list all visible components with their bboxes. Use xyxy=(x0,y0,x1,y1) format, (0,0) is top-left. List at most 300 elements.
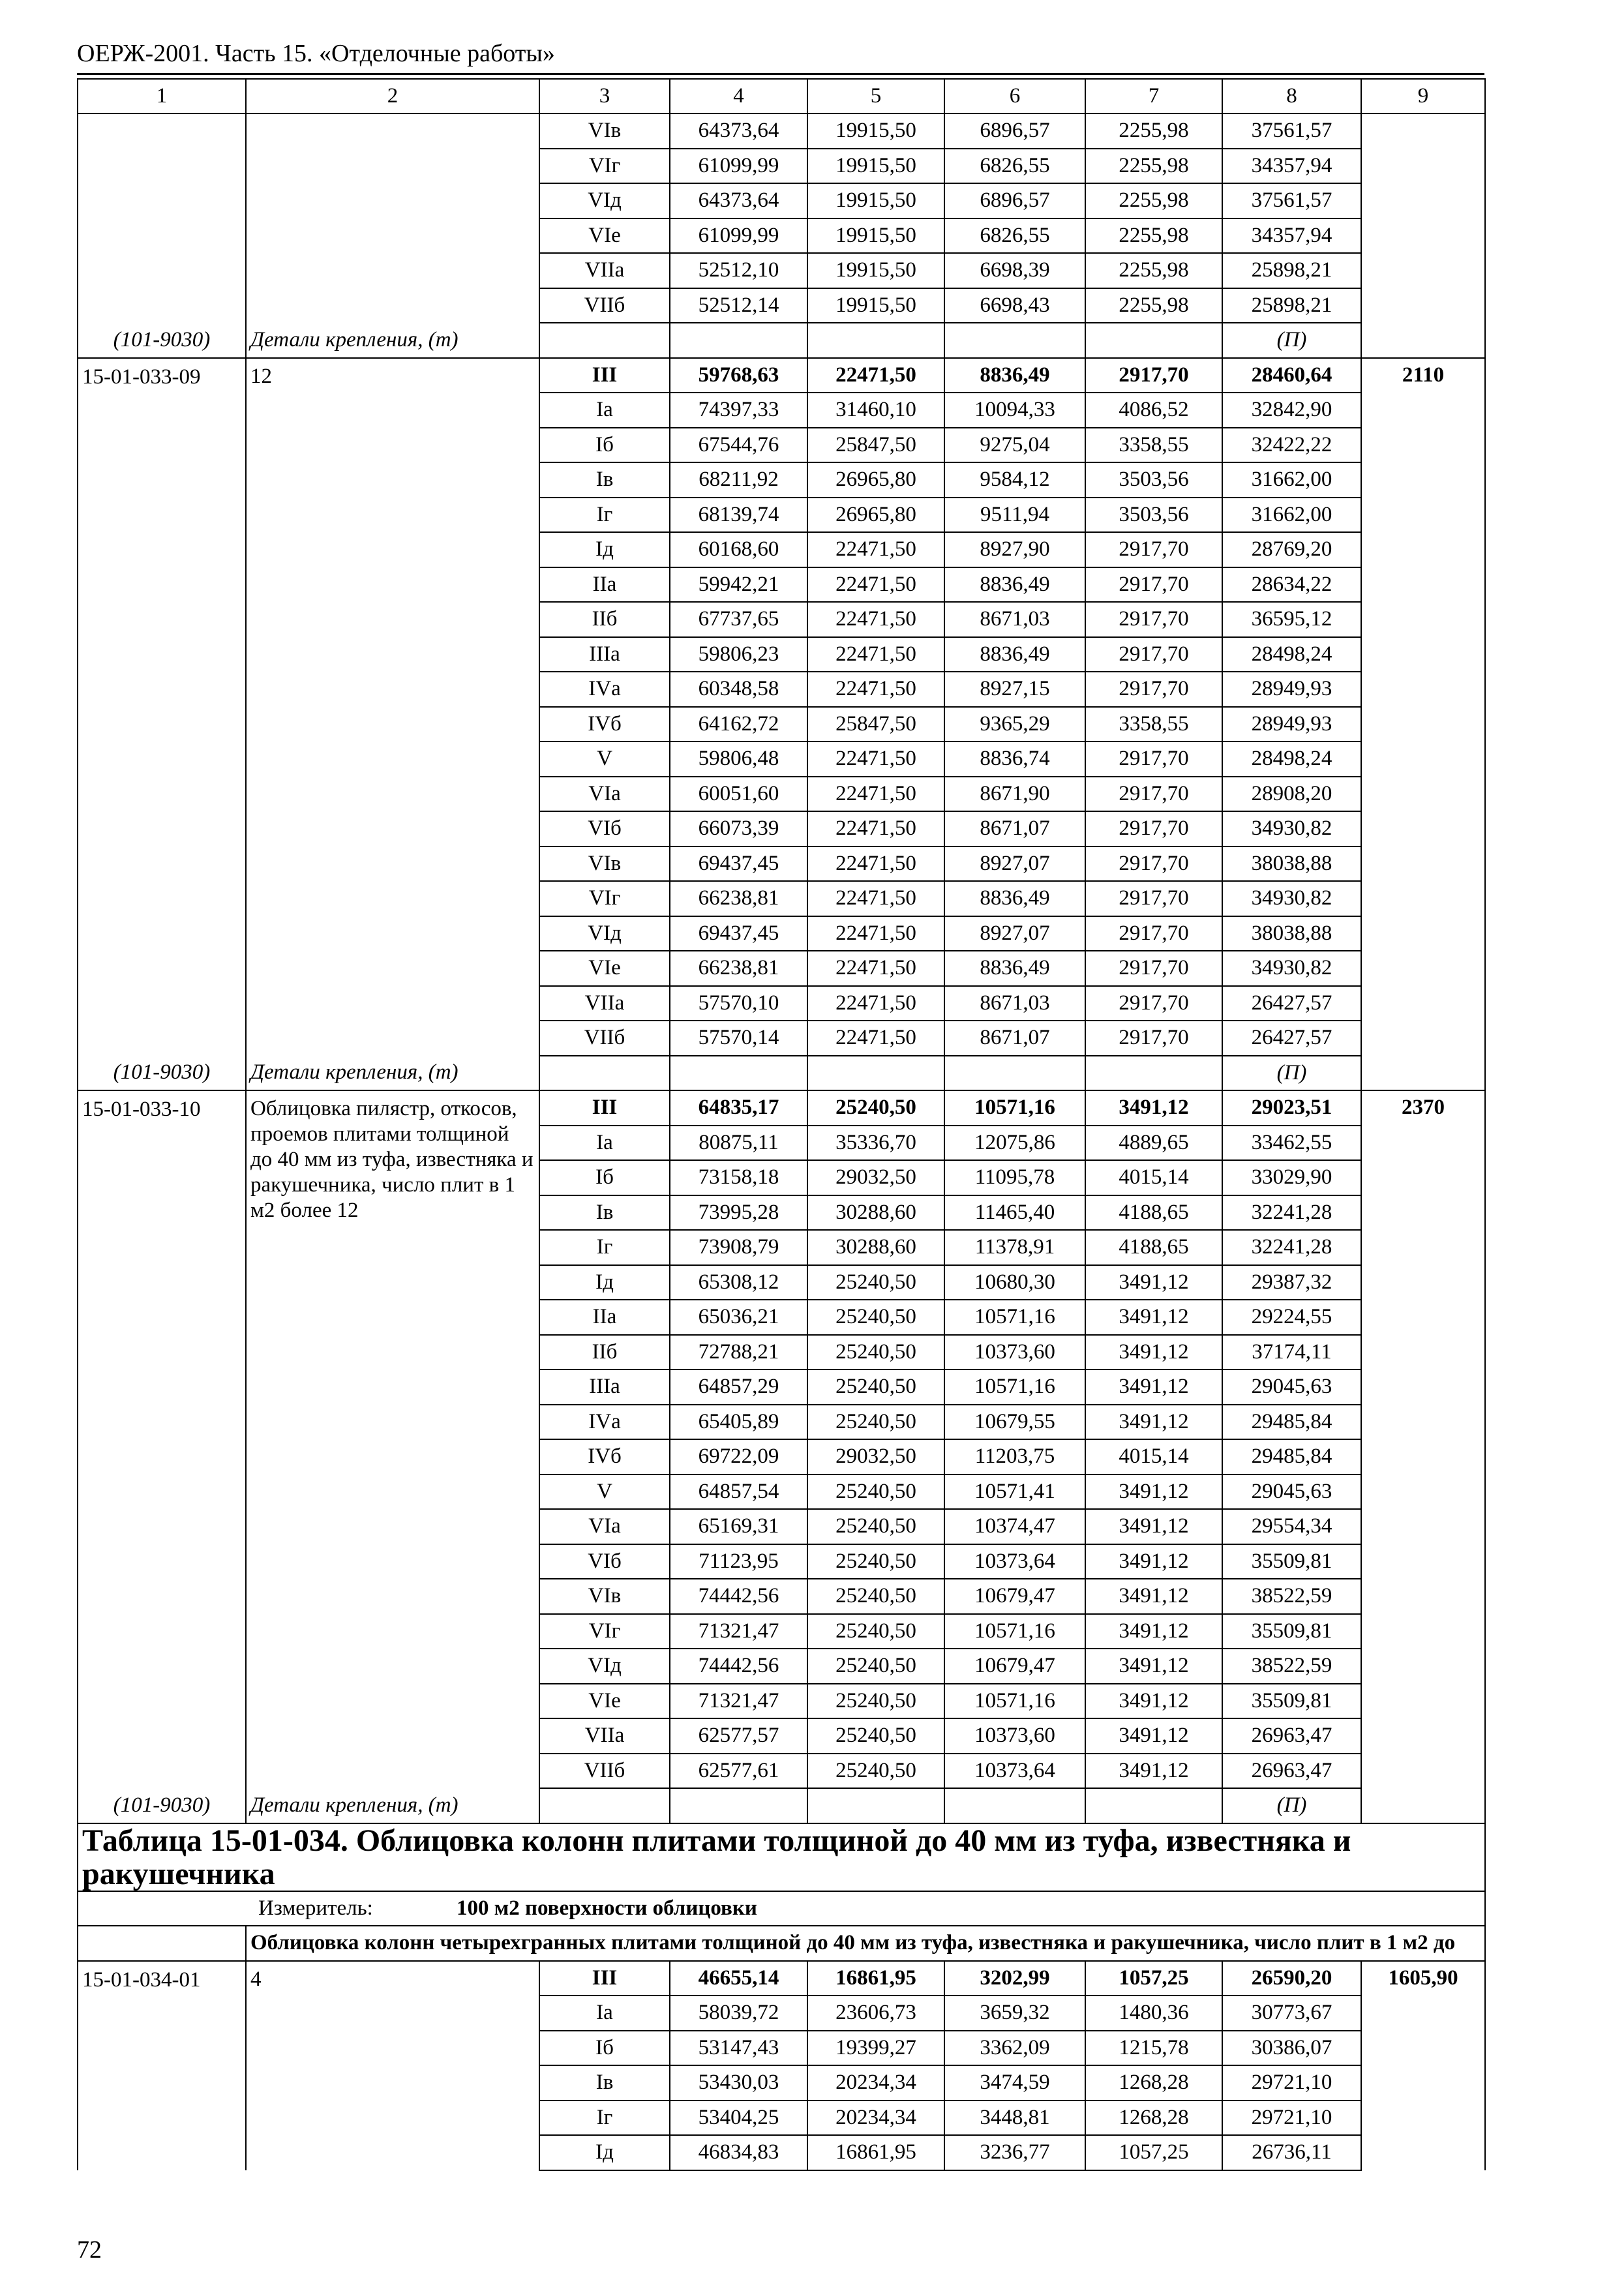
value-cell: 68211,92 xyxy=(670,462,807,498)
section-title-row xyxy=(78,1926,1485,1961)
value-cell: 65308,12 xyxy=(670,1265,807,1300)
value-cell: 28949,93 xyxy=(1222,672,1361,707)
region-cell: VIв xyxy=(539,113,670,149)
value-cell: 11378,91 xyxy=(944,1230,1085,1265)
value-cell: 8836,49 xyxy=(944,637,1085,672)
name-cell: 4 xyxy=(246,1961,539,2170)
region-cell: IVа xyxy=(539,1405,670,1440)
column-number-row xyxy=(78,79,1485,113)
value-cell: 25240,50 xyxy=(807,1335,944,1370)
region-cell: Iг xyxy=(539,2101,670,2136)
value-cell: 38038,88 xyxy=(1222,916,1361,951)
region-cell: VIг xyxy=(539,149,670,184)
value-cell: 38522,59 xyxy=(1222,1649,1361,1684)
value-cell: 35509,81 xyxy=(1222,1684,1361,1719)
value-cell: 26965,80 xyxy=(807,498,944,533)
value-cell: 59942,21 xyxy=(670,567,807,603)
col9-cell xyxy=(1361,113,1485,323)
value-cell: 22471,50 xyxy=(807,637,944,672)
value-cell: 66238,81 xyxy=(670,951,807,986)
value-cell: 73908,79 xyxy=(670,1230,807,1265)
value-cell: 3491,12 xyxy=(1085,1474,1222,1510)
value-cell: 1215,78 xyxy=(1085,2031,1222,2066)
region-cell: Iв xyxy=(539,2065,670,2101)
empty-cell xyxy=(670,1788,807,1823)
value-cell: 28634,22 xyxy=(1222,567,1361,603)
value-cell: 22471,50 xyxy=(807,672,944,707)
empty-cell xyxy=(670,323,807,358)
value-cell: 11203,75 xyxy=(944,1439,1085,1474)
value-cell: 3491,12 xyxy=(1085,1579,1222,1614)
value-cell: 16861,95 xyxy=(807,2135,944,2170)
value-cell: 2917,70 xyxy=(1085,777,1222,812)
value-cell: 10373,64 xyxy=(944,1544,1085,1579)
value-cell: 10571,16 xyxy=(944,1300,1085,1335)
value-cell: 26965,80 xyxy=(807,462,944,498)
page-header: ОЕРЖ-2001. Часть 15. «Отделочные работы» xyxy=(77,40,555,67)
value-cell: 28949,93 xyxy=(1222,707,1361,742)
value-cell: 25240,50 xyxy=(807,1474,944,1510)
value-cell: 25240,50 xyxy=(807,1718,944,1754)
value-cell: 6896,57 xyxy=(944,113,1085,149)
value-cell: 2255,98 xyxy=(1085,288,1222,323)
value-cell: 71321,47 xyxy=(670,1684,807,1719)
value-cell: 28769,20 xyxy=(1222,532,1361,567)
region-cell: Iб xyxy=(539,1160,670,1195)
value-cell: 29387,32 xyxy=(1222,1265,1361,1300)
column-number: 2 xyxy=(246,79,539,113)
value-cell: 28498,24 xyxy=(1222,637,1361,672)
value-cell: 46834,83 xyxy=(670,2135,807,2170)
value-cell: 22471,50 xyxy=(807,881,944,916)
region-cell: Iб xyxy=(539,2031,670,2066)
value-cell: 65169,31 xyxy=(670,1509,807,1544)
value-cell: 8836,49 xyxy=(944,881,1085,916)
value-cell: 74442,56 xyxy=(670,1649,807,1684)
value-cell: 19915,50 xyxy=(807,218,944,254)
value-cell: 2917,70 xyxy=(1085,672,1222,707)
value-cell: 66073,39 xyxy=(670,811,807,846)
meter-label: Измеритель: xyxy=(258,1896,373,1921)
empty-cell xyxy=(1085,1056,1222,1091)
value-cell: 71321,47 xyxy=(670,1614,807,1649)
value-cell: 9365,29 xyxy=(944,707,1085,742)
value-cell: 26590,20 xyxy=(1222,1961,1361,1996)
value-cell: 10374,47 xyxy=(944,1509,1085,1544)
value-cell: 35509,81 xyxy=(1222,1614,1361,1649)
value-cell: 9275,04 xyxy=(944,428,1085,463)
value-cell: 32241,28 xyxy=(1222,1195,1361,1231)
ref-description: Детали крепления, (т) xyxy=(246,323,539,358)
region-cell: Iд xyxy=(539,2135,670,2170)
value-cell: 12075,86 xyxy=(944,1126,1085,1161)
region-cell: IIIа xyxy=(539,1369,670,1405)
page-number: 72 xyxy=(77,2236,102,2264)
region-cell: VIIа xyxy=(539,253,670,288)
value-cell: 33462,55 xyxy=(1222,1126,1361,1161)
value-cell: 9584,12 xyxy=(944,462,1085,498)
region-cell: Iг xyxy=(539,498,670,533)
table-title: Таблица 15-01-034. Облицовка колонн плитами толщиной до 40 мм из туфа, известняка и ракушечника xyxy=(78,1823,1485,1891)
region-cell: IIб xyxy=(539,1335,670,1370)
region-cell: VIIб xyxy=(539,288,670,323)
value-cell: 69437,45 xyxy=(670,916,807,951)
ref-unit: (П) xyxy=(1222,1788,1361,1823)
value-cell: 10680,30 xyxy=(944,1265,1085,1300)
value-cell: 22471,50 xyxy=(807,1021,944,1056)
table-row xyxy=(78,1961,1485,1996)
value-cell: 25240,50 xyxy=(807,1090,944,1126)
value-cell: 3358,55 xyxy=(1085,707,1222,742)
region-cell: Iа xyxy=(539,393,670,428)
column-number: 8 xyxy=(1222,79,1361,113)
value-cell: 31460,10 xyxy=(807,393,944,428)
value-cell: 29485,84 xyxy=(1222,1405,1361,1440)
value-cell: 3491,12 xyxy=(1085,1509,1222,1544)
value-cell: 6698,39 xyxy=(944,253,1085,288)
value-cell: 29045,63 xyxy=(1222,1474,1361,1510)
value-cell: 2917,70 xyxy=(1085,358,1222,393)
value-cell: 32842,90 xyxy=(1222,393,1361,428)
value-cell: 29721,10 xyxy=(1222,2065,1361,2101)
value-cell: 22471,50 xyxy=(807,777,944,812)
region-cell: VIд xyxy=(539,1649,670,1684)
value-cell: 22471,50 xyxy=(807,916,944,951)
value-cell: 10679,55 xyxy=(944,1405,1085,1440)
region-cell: VIе xyxy=(539,1684,670,1719)
ref-unit: (П) xyxy=(1222,1056,1361,1091)
region-cell: VIг xyxy=(539,881,670,916)
value-cell: 25240,50 xyxy=(807,1369,944,1405)
region-cell: VIд xyxy=(539,183,670,218)
value-cell: 2917,70 xyxy=(1085,1021,1222,1056)
region-cell: VIа xyxy=(539,777,670,812)
value-cell: 4188,65 xyxy=(1085,1195,1222,1231)
region-cell: VIе xyxy=(539,218,670,254)
value-cell: 19915,50 xyxy=(807,183,944,218)
value-cell: 8927,07 xyxy=(944,846,1085,882)
value-cell: 3491,12 xyxy=(1085,1754,1222,1789)
value-cell: 6826,55 xyxy=(944,218,1085,254)
value-cell: 25240,50 xyxy=(807,1300,944,1335)
value-cell: 10373,60 xyxy=(944,1718,1085,1754)
value-cell: 10571,16 xyxy=(944,1090,1085,1126)
empty-cell xyxy=(1361,1056,1485,1091)
value-cell: 64835,17 xyxy=(670,1090,807,1126)
value-cell: 19915,50 xyxy=(807,253,944,288)
value-cell: 29224,55 xyxy=(1222,1300,1361,1335)
empty-cell xyxy=(1361,1788,1485,1823)
value-cell: 62577,61 xyxy=(670,1754,807,1789)
value-cell: 25898,21 xyxy=(1222,288,1361,323)
empty-cell xyxy=(1361,323,1485,358)
value-cell: 26963,47 xyxy=(1222,1718,1361,1754)
value-cell: 8671,07 xyxy=(944,1021,1085,1056)
region-cell: VIб xyxy=(539,811,670,846)
empty-cell xyxy=(539,1788,670,1823)
value-cell: 3503,56 xyxy=(1085,462,1222,498)
value-cell: 10571,16 xyxy=(944,1614,1085,1649)
value-cell: 8836,49 xyxy=(944,951,1085,986)
value-cell: 30773,67 xyxy=(1222,1996,1361,2031)
value-cell: 3358,55 xyxy=(1085,428,1222,463)
region-cell: IIIа xyxy=(539,637,670,672)
region-cell: VIа xyxy=(539,1509,670,1544)
ref-code: (101-9030) xyxy=(78,1788,246,1823)
code-cell: 15-01-034-01 xyxy=(78,1961,246,2170)
value-cell: 8927,07 xyxy=(944,916,1085,951)
value-cell: 26427,57 xyxy=(1222,986,1361,1021)
value-cell: 2917,70 xyxy=(1085,532,1222,567)
region-cell: V xyxy=(539,741,670,777)
empty-cell xyxy=(670,1056,807,1091)
region-cell: III xyxy=(539,1090,670,1126)
value-cell: 37561,57 xyxy=(1222,183,1361,218)
value-cell: 3491,12 xyxy=(1085,1335,1222,1370)
value-cell: 10571,16 xyxy=(944,1684,1085,1719)
region-cell: VIIб xyxy=(539,1021,670,1056)
value-cell: 58039,72 xyxy=(670,1996,807,2031)
region-cell: V xyxy=(539,1474,670,1510)
value-cell: 22471,50 xyxy=(807,567,944,603)
value-cell: 8671,03 xyxy=(944,986,1085,1021)
value-cell: 28908,20 xyxy=(1222,777,1361,812)
region-cell: VIв xyxy=(539,846,670,882)
value-cell: 2917,70 xyxy=(1085,602,1222,637)
value-cell: 22471,50 xyxy=(807,951,944,986)
value-cell: 29032,50 xyxy=(807,1160,944,1195)
value-cell: 59768,63 xyxy=(670,358,807,393)
region-cell: Iа xyxy=(539,1126,670,1161)
value-cell: 29721,10 xyxy=(1222,2101,1361,2136)
value-cell: 2255,98 xyxy=(1085,218,1222,254)
value-cell: 69722,09 xyxy=(670,1439,807,1474)
value-cell: 28498,24 xyxy=(1222,741,1361,777)
empty-cell xyxy=(944,1056,1085,1091)
value-cell: 29554,34 xyxy=(1222,1509,1361,1544)
value-cell: 22471,50 xyxy=(807,811,944,846)
value-cell: 60051,60 xyxy=(670,777,807,812)
value-cell: 10571,41 xyxy=(944,1474,1085,1510)
value-cell: 22471,50 xyxy=(807,358,944,393)
value-cell: 26736,11 xyxy=(1222,2135,1361,2170)
value-cell: 62577,57 xyxy=(670,1718,807,1754)
value-cell: 28460,64 xyxy=(1222,358,1361,393)
table-row xyxy=(78,113,1485,149)
value-cell: 3491,12 xyxy=(1085,1649,1222,1684)
value-cell: 3202,99 xyxy=(944,1961,1085,1996)
column-number: 6 xyxy=(944,79,1085,113)
value-cell: 3491,12 xyxy=(1085,1369,1222,1405)
value-cell: 1268,28 xyxy=(1085,2101,1222,2136)
region-cell: IIа xyxy=(539,567,670,603)
value-cell: 20234,34 xyxy=(807,2065,944,2101)
value-cell: 68139,74 xyxy=(670,498,807,533)
value-cell: 11465,40 xyxy=(944,1195,1085,1231)
ref-description: Детали крепления, (т) xyxy=(246,1056,539,1091)
value-cell: 16861,95 xyxy=(807,1961,944,1996)
value-cell: 8671,03 xyxy=(944,602,1085,637)
region-cell: Iб xyxy=(539,428,670,463)
value-cell: 25240,50 xyxy=(807,1405,944,1440)
value-cell: 2255,98 xyxy=(1085,183,1222,218)
value-cell: 34930,82 xyxy=(1222,951,1361,986)
empty-cell xyxy=(807,1788,944,1823)
value-cell: 71123,95 xyxy=(670,1544,807,1579)
region-cell: Iв xyxy=(539,462,670,498)
value-cell: 3236,77 xyxy=(944,2135,1085,2170)
value-cell: 2917,70 xyxy=(1085,881,1222,916)
value-cell: 52512,10 xyxy=(670,253,807,288)
region-cell: VIIа xyxy=(539,986,670,1021)
empty-cell xyxy=(807,323,944,358)
empty-cell xyxy=(1085,1788,1222,1823)
value-cell: 38522,59 xyxy=(1222,1579,1361,1614)
value-cell: 4086,52 xyxy=(1085,393,1222,428)
empty-cell xyxy=(78,1926,246,1961)
empty-cell xyxy=(539,323,670,358)
value-cell: 25240,50 xyxy=(807,1614,944,1649)
value-cell: 29485,84 xyxy=(1222,1439,1361,1474)
value-cell: 1268,28 xyxy=(1085,2065,1222,2101)
col9-cell: 2110 xyxy=(1361,358,1485,1056)
value-cell: 3491,12 xyxy=(1085,1090,1222,1126)
empty-cell xyxy=(807,1056,944,1091)
region-cell: IVа xyxy=(539,672,670,707)
value-cell: 4889,65 xyxy=(1085,1126,1222,1161)
value-cell: 65036,21 xyxy=(670,1300,807,1335)
value-cell: 66238,81 xyxy=(670,881,807,916)
name-cell: Облицовка пилястр, откосов, проемов плитами толщиной до 40 мм из туфа, известняка и ракушечника, число плит в 1 м2 более 12 xyxy=(246,1090,539,1788)
column-number: 1 xyxy=(78,79,246,113)
region-cell: VIв xyxy=(539,1579,670,1614)
code-cell xyxy=(78,113,246,323)
value-cell: 25240,50 xyxy=(807,1544,944,1579)
table-title-row xyxy=(78,1823,1485,1891)
ref-code: (101-9030) xyxy=(78,1056,246,1091)
value-cell: 59806,23 xyxy=(670,637,807,672)
value-cell: 73995,28 xyxy=(670,1195,807,1231)
value-cell: 57570,14 xyxy=(670,1021,807,1056)
value-cell: 11095,78 xyxy=(944,1160,1085,1195)
table-row xyxy=(78,1090,1485,1126)
ref-description: Детали крепления, (т) xyxy=(246,1788,539,1823)
value-cell: 34357,94 xyxy=(1222,218,1361,254)
value-cell: 3659,32 xyxy=(944,1996,1085,2031)
region-cell: Iд xyxy=(539,1265,670,1300)
value-cell: 36595,12 xyxy=(1222,602,1361,637)
value-cell: 10571,16 xyxy=(944,1369,1085,1405)
value-cell: 19915,50 xyxy=(807,113,944,149)
value-cell: 22471,50 xyxy=(807,602,944,637)
col9-cell: 1605,90 xyxy=(1361,1961,1485,2170)
value-cell: 3474,59 xyxy=(944,2065,1085,2101)
value-cell: 61099,99 xyxy=(670,149,807,184)
value-cell: 10679,47 xyxy=(944,1649,1085,1684)
value-cell: 35336,70 xyxy=(807,1126,944,1161)
value-cell: 26963,47 xyxy=(1222,1754,1361,1789)
region-cell: IVб xyxy=(539,1439,670,1474)
value-cell: 32241,28 xyxy=(1222,1230,1361,1265)
value-cell: 23606,73 xyxy=(807,1996,944,2031)
value-cell: 2917,70 xyxy=(1085,741,1222,777)
region-cell: III xyxy=(539,1961,670,1996)
value-cell: 8836,74 xyxy=(944,741,1085,777)
value-cell: 19915,50 xyxy=(807,288,944,323)
region-cell: IIа xyxy=(539,1300,670,1335)
value-cell: 29032,50 xyxy=(807,1439,944,1474)
value-cell: 60168,60 xyxy=(670,532,807,567)
value-cell: 64857,29 xyxy=(670,1369,807,1405)
value-cell: 2917,70 xyxy=(1085,951,1222,986)
region-cell: VIг xyxy=(539,1614,670,1649)
region-cell: VIб xyxy=(539,1544,670,1579)
region-cell: VIе xyxy=(539,951,670,986)
value-cell: 34930,82 xyxy=(1222,811,1361,846)
region-cell: Iа xyxy=(539,1996,670,2031)
value-cell: 25847,50 xyxy=(807,707,944,742)
value-cell: 64373,64 xyxy=(670,183,807,218)
region-cell: IIб xyxy=(539,602,670,637)
value-cell: 3491,12 xyxy=(1085,1265,1222,1300)
value-cell: 20234,34 xyxy=(807,2101,944,2136)
value-cell: 57570,10 xyxy=(670,986,807,1021)
header-rule xyxy=(77,73,1484,75)
value-cell: 3491,12 xyxy=(1085,1405,1222,1440)
value-cell: 3448,81 xyxy=(944,2101,1085,2136)
value-cell: 73158,18 xyxy=(670,1160,807,1195)
value-cell: 3491,12 xyxy=(1085,1684,1222,1719)
value-cell: 22471,50 xyxy=(807,532,944,567)
value-cell: 4015,14 xyxy=(1085,1160,1222,1195)
rates-table xyxy=(77,78,1486,2171)
value-cell: 29023,51 xyxy=(1222,1090,1361,1126)
name-cell xyxy=(246,113,539,323)
value-cell: 25240,50 xyxy=(807,1509,944,1544)
region-cell: IVб xyxy=(539,707,670,742)
ref-unit: (П) xyxy=(1222,323,1361,358)
value-cell: 19399,27 xyxy=(807,2031,944,2066)
value-cell: 3503,56 xyxy=(1085,498,1222,533)
fastener-ref-row xyxy=(78,323,1485,358)
value-cell: 2917,70 xyxy=(1085,986,1222,1021)
name-cell: 12 xyxy=(246,358,539,1056)
value-cell: 52512,14 xyxy=(670,288,807,323)
value-cell: 72788,21 xyxy=(670,1335,807,1370)
value-cell: 74397,33 xyxy=(670,393,807,428)
ref-code: (101-9030) xyxy=(78,323,246,358)
value-cell: 8836,49 xyxy=(944,567,1085,603)
region-cell: Iв xyxy=(539,1195,670,1231)
value-cell: 64373,64 xyxy=(670,113,807,149)
value-cell: 2255,98 xyxy=(1085,113,1222,149)
region-cell: VIд xyxy=(539,916,670,951)
value-cell: 69437,45 xyxy=(670,846,807,882)
section-title: Облицовка колонн четырехгранных плитами толщиной до 40 мм из туфа, известняка и ракушечника, число плит в 1 м2 до xyxy=(246,1926,1485,1961)
value-cell: 10373,60 xyxy=(944,1335,1085,1370)
value-cell: 2917,70 xyxy=(1085,567,1222,603)
column-number: 7 xyxy=(1085,79,1222,113)
meter-value: 100 м2 поверхности облицовки xyxy=(457,1896,757,1921)
value-cell: 67737,65 xyxy=(670,602,807,637)
value-cell: 64162,72 xyxy=(670,707,807,742)
value-cell: 32422,22 xyxy=(1222,428,1361,463)
value-cell: 37561,57 xyxy=(1222,113,1361,149)
value-cell: 53404,25 xyxy=(670,2101,807,2136)
value-cell: 9511,94 xyxy=(944,498,1085,533)
fastener-ref-row xyxy=(78,1056,1485,1091)
empty-cell xyxy=(1085,323,1222,358)
